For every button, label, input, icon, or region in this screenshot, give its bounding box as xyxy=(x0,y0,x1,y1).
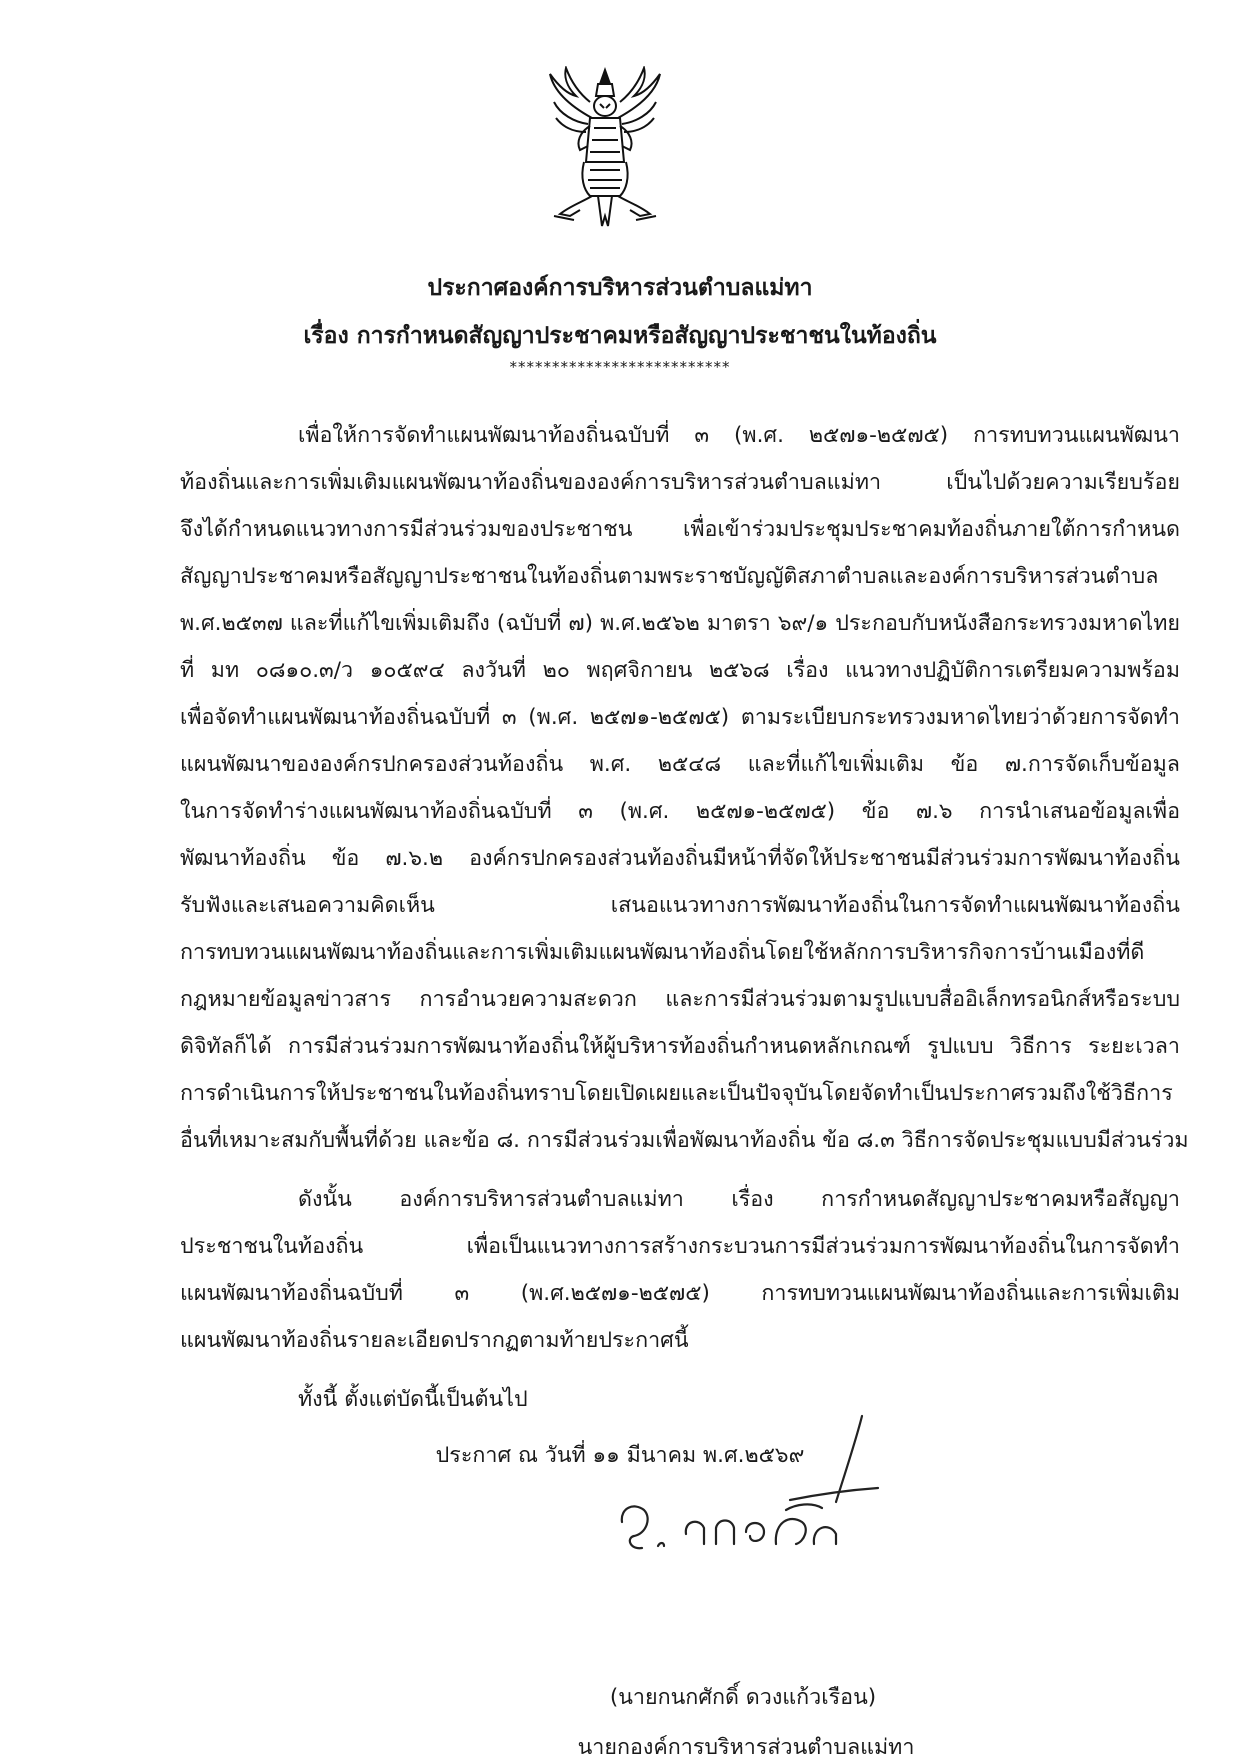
announcement-title: ประกาศองค์การบริหารส่วนตำบลแม่ทา xyxy=(427,275,813,301)
text-line: ประชาชนในท้องถิ่น เพื่อเป็นแนวทางการสร้างกระบวนการมีส่วนร่วมการพัฒนาท้องถิ่นในการจัดทำ xyxy=(180,1234,1180,1259)
text-line: ดิจิทัลก็ได้ การมีส่วนร่วมการพัฒนาท้องถิ่นให้ผู้บริหารท้องถิ่นกำหนดหลักเกณฑ์ รูปแบบ วิธีการ ระยะเวลา xyxy=(180,1034,1180,1059)
text-line: เพื่อให้การจัดทำแผนพัฒนาท้องถิ่นฉบับที่ ๓ (พ.ศ. ๒๕๗๑-๒๕๗๕) การทบทวนแผนพัฒนา xyxy=(298,423,1180,448)
text-line: สัญญาประชาคมหรือสัญญาประชาชนในท้องถิ่นตามพระราชบัญญัติสภาตำบลและองค์การบริหารส่วนตำบล xyxy=(180,564,1159,589)
title-separator: ************************** xyxy=(509,358,731,376)
text-line: การดำเนินการให้ประชาชนในท้องถิ่นทราบโดยเปิดเผยและเป็นปัจจุบันโดยจัดทำเป็นประกาศรวมถึงใช้วิธีการ xyxy=(180,1081,1173,1106)
text-line: แผนพัฒนาท้องถิ่นรายละเอียดปรากฏตามท้ายประกาศนี้ xyxy=(180,1328,689,1353)
text-line: เพื่อจัดทำแผนพัฒนาท้องถิ่นฉบับที่ ๓ (พ.ศ. ๒๕๗๑-๒๕๗๕) ตามระเบียบกระทรวงมหาดไทยว่าด้วยการจัดทำ xyxy=(180,705,1180,730)
text-line: การทบทวนแผนพัฒนาท้องถิ่นและการเพิ่มเติมแผนพัฒนาท้องถิ่นโดยใช้หลักการบริหารกิจการบ้านเมืองที่ดี xyxy=(180,940,1145,965)
text-line: ท้องถิ่นและการเพิ่มเติมแผนพัฒนาท้องถิ่นขององค์การบริหารส่วนตำบลแม่ทา เป็นไปด้วยความเรียบร้อย xyxy=(180,470,1180,495)
text-line: อื่นที่เหมาะสมกับพื้นที่ด้วย และข้อ ๘. การมีส่วนร่วมเพื่อพัฒนาท้องถิ่น ข้อ ๘.๓ วิธีการจัดประชุมแบบมีส่วนร่วม xyxy=(180,1128,1189,1153)
text-line: กฎหมายข้อมูลข่าวสาร การอำนวยความสะดวก และการมีส่วนร่วมตามรูปแบบสื่ออิเล็กทรอนิกส์หรือระบบ xyxy=(180,987,1180,1012)
announcement-date: ประกาศ ณ วันที่ ๑๑ มีนาคม พ.ศ.๒๕๖๙ xyxy=(435,1443,805,1468)
effective-clause: ทั้งนี้ ตั้งแต่บัดนี้เป็นต้นไป xyxy=(298,1387,528,1412)
text-line: ที่ มท ๐๘๑๐.๓/ว ๑๐๕๙๔ ลงวันที่ ๒๐ พฤศจิกายน ๒๕๖๘ เรื่อง แนวทางปฏิบัติการเตรียมความพร้อม xyxy=(180,658,1180,683)
text-line: ดังนั้น องค์การบริหารส่วนตำบลแม่ทา เรื่อง การกำหนดสัญญาประชาคมหรือสัญญา xyxy=(298,1187,1180,1212)
text-line: ในการจัดทำร่างแผนพัฒนาท้องถิ่นฉบับที่ ๓ (พ.ศ. ๒๕๗๑-๒๕๗๕) ข้อ ๗.๖ การนำเสนอข้อมูลเพื่อ xyxy=(180,799,1180,824)
text-line: พัฒนาท้องถิ่น ข้อ ๗.๖.๒ องค์กรปกครองส่วนท้องถิ่นมีหน้าที่จัดให้ประชาชนมีส่วนร่วมการพัฒนาท้องถิ่น xyxy=(180,846,1180,871)
announcement-subject: เรื่อง การกำหนดสัญญาประชาคมหรือสัญญาประชาชนในท้องถิ่น xyxy=(303,323,937,349)
signatory-position: นายกองค์การบริหารส่วนตำบลแม่ทา xyxy=(577,1735,915,1760)
signatory-name: (นายกนกศักดิ์ ดวงแก้วเรือน) xyxy=(609,1685,877,1710)
text-line: จึงได้กำหนดแนวทางการมีส่วนร่วมของประชาชน เพื่อเข้าร่วมประชุมประชาคมท้องถิ่นภายใต้การกำหนด xyxy=(180,517,1180,542)
text-line: รับฟังและเสนอความคิดเห็น เสนอแนวทางการพัฒนาท้องถิ่นในการจัดทำแผนพัฒนาท้องถิ่น xyxy=(180,893,1180,918)
garuda-emblem-icon xyxy=(540,66,670,236)
handwritten-signature xyxy=(600,1410,880,1560)
text-line: พ.ศ.๒๕๓๗ และที่แก้ไขเพิ่มเติมถึง (ฉบับที่ ๗) พ.ศ.๒๕๖๒ มาตรา ๖๙/๑ ประกอบกับหนังสือกระทรวงมหาดไทย xyxy=(180,611,1180,636)
text-line: แผนพัฒนาท้องถิ่นฉบับที่ ๓ (พ.ศ.๒๕๗๑-๒๕๗๕) การทบทวนแผนพัฒนาท้องถิ่นและการเพิ่มเติม xyxy=(180,1281,1180,1306)
text-line: แผนพัฒนาขององค์กรปกครองส่วนท้องถิ่น พ.ศ. ๒๕๔๘ และที่แก้ไขเพิ่มเติม ข้อ ๗.การจัดเก็บข้อมูล xyxy=(180,752,1180,777)
